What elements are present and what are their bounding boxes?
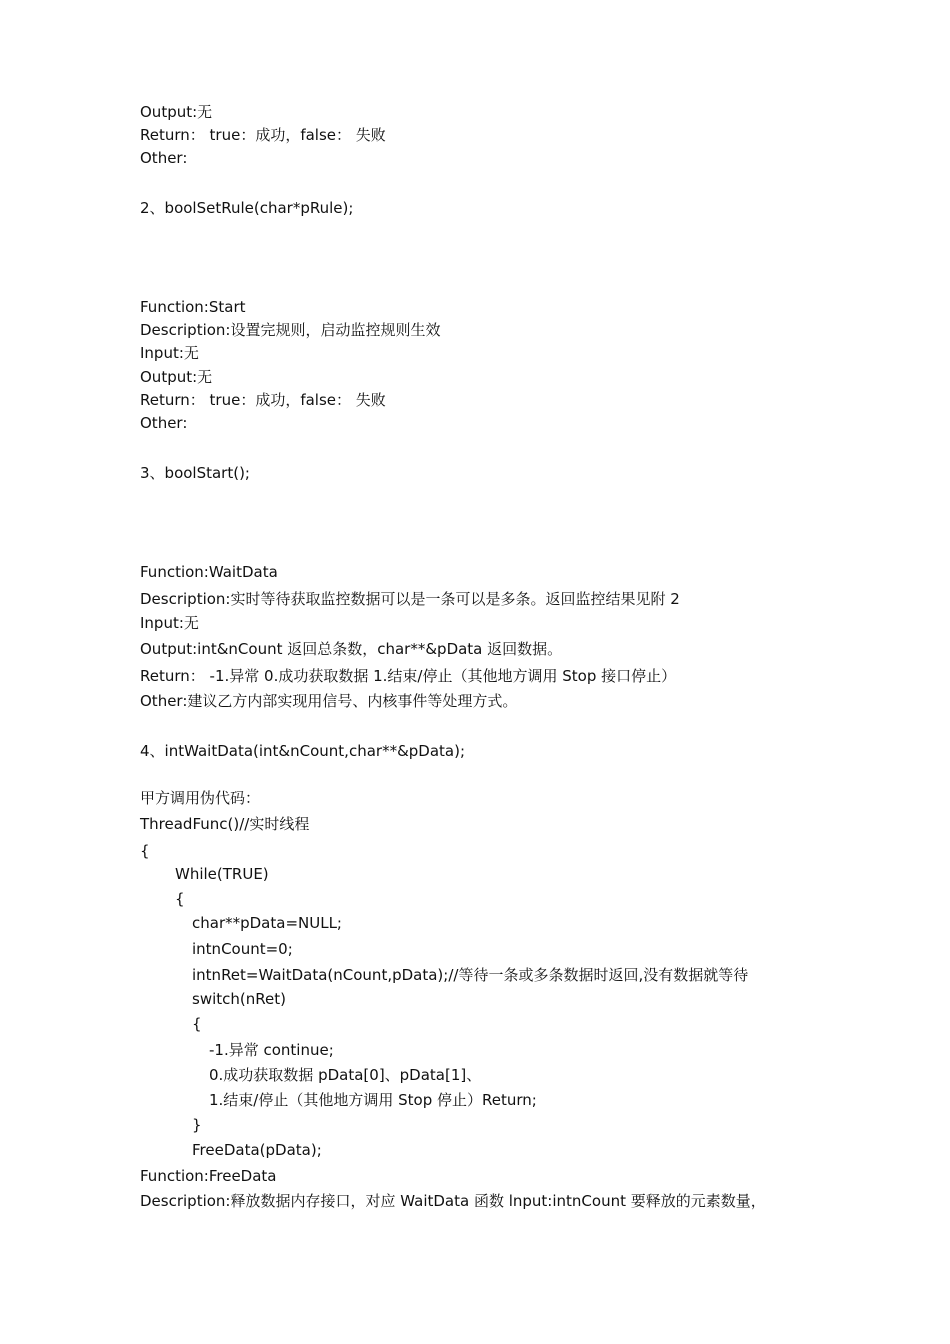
signature-waitdata: 4、intWaitData(int&nCount,char**&pData); <box>140 742 466 760</box>
other-start: Other: <box>140 414 188 432</box>
output-line: Output:无 <box>140 103 213 121</box>
code-line: 1.结束/停止（其他地方调用 Stop 停止）Return; <box>209 1091 537 1109</box>
pseudocode-heading: 甲方调用伪代码： <box>140 789 261 807</box>
code-line: 0.成功获取数据 pData[0]、pData[1]、 <box>209 1066 482 1084</box>
code-line: { <box>175 890 185 908</box>
code-line: switch(nRet) <box>192 990 286 1008</box>
signature-setrule: 2、boolSetRule(char*pRule); <box>140 199 354 217</box>
description-waitdata: Description:实时等待获取监控数据可以是一条可以是多条。返回监控结果见附 2 <box>140 590 680 608</box>
function-freedata: Function:FreeData <box>140 1167 277 1185</box>
description-freedata: Description:释放数据内存接口，对应 WaitData 函数 lnput:intnCount 要释放的元素数量， <box>140 1192 766 1210</box>
signature-start: 3、boolStart(); <box>140 464 250 482</box>
code-line: } <box>192 1116 202 1134</box>
function-waitdata: Function:WaitData <box>140 563 278 581</box>
function-start: Function:Start <box>140 298 246 316</box>
input-waitdata: Input:无 <box>140 614 199 632</box>
code-line: intnCount=0; <box>192 940 293 958</box>
code-line: char**pData=NULL; <box>192 914 342 932</box>
description-start: Description:设置完规则，启动监控规则生效 <box>140 321 441 339</box>
code-line: FreeData(pData); <box>192 1141 322 1159</box>
input-start: Input:无 <box>140 344 199 362</box>
other-waitdata: Other:建议乙方内部实现用信号、内核事件等处理方式。 <box>140 692 518 710</box>
output-start: Output:无 <box>140 368 213 386</box>
return-start: Return： true：成功，false： 失败 <box>140 391 386 409</box>
code-line: { <box>192 1015 202 1033</box>
other-line: Other: <box>140 149 188 167</box>
code-line: intnRet=WaitData(nCount,pData);//等待一条或多条数据时返回,没有数据就等待 <box>192 966 749 984</box>
return-waitdata: Return： -1.异常 0.成功获取数据 1.结束/停止（其他地方调用 Stop 接口停止） <box>140 667 677 685</box>
return-line: Return： true：成功，false： 失败 <box>140 126 386 144</box>
code-line: While(TRUE) <box>175 865 269 883</box>
code-line: -1.异常 continue; <box>209 1041 334 1059</box>
code-line: { <box>140 842 150 860</box>
code-line: ThreadFunc()//实时线程 <box>140 815 310 833</box>
output-waitdata: Output:int&nCount 返回总条数，char**&pData 返回数据。 <box>140 640 563 658</box>
